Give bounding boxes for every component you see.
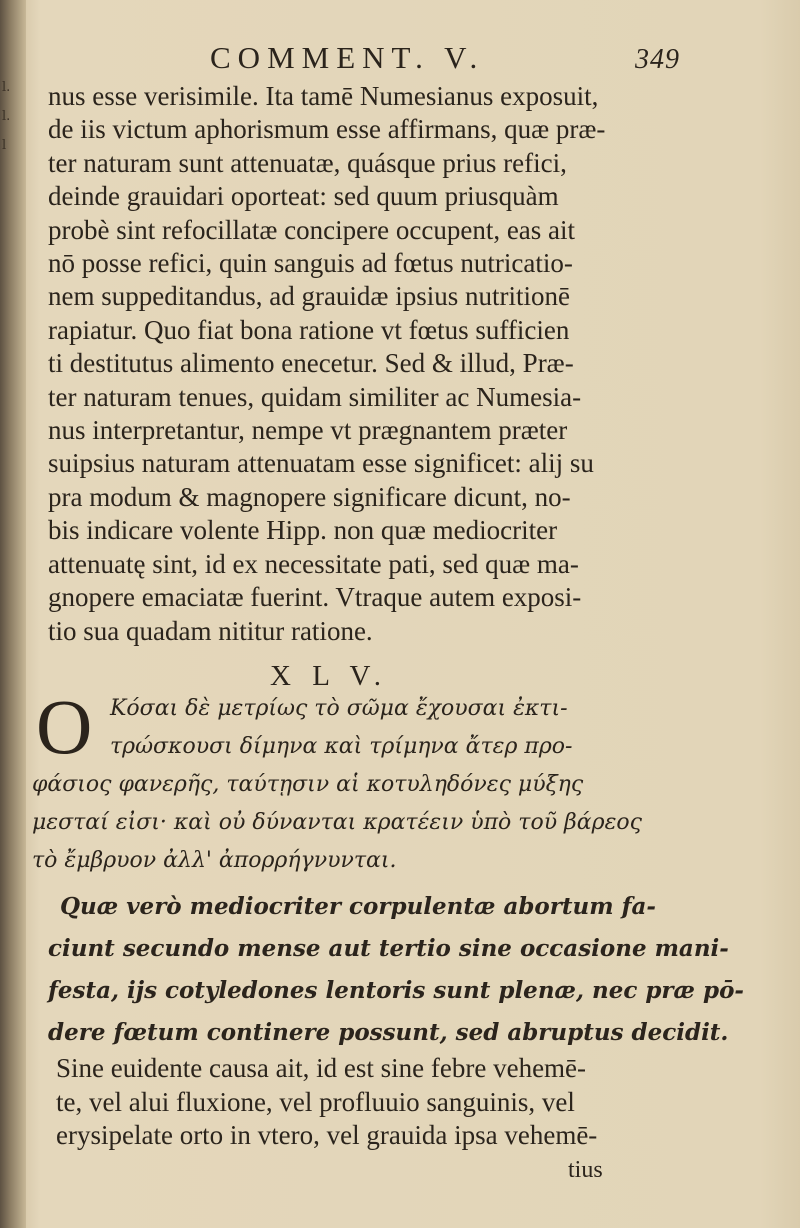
margin-mark: l [2,138,7,153]
latin-line: dere fœtum continere possunt, sed abruptus decidit. [48,1019,729,1046]
text-line: ti destitutus alimento enecetur. Sed & illud, Præ- [48,348,574,379]
latin-line: festa, ijs cotyledones lentoris sunt plenæ, nec præ pō- [48,977,744,1004]
page-number: 349 [635,44,680,75]
text-line: tio sua quadam nititur ratione. [48,615,373,646]
text-line: te, vel alui fluxione, vel profluuio sanguinis, vel [56,1086,575,1117]
aphorism-number: X L V. [270,660,389,692]
text-line: gnopere emaciatæ fuerint. Vtraque autem exposi- [48,582,582,613]
text-line: suipsius naturam attenuatam esse significet: alij su [48,448,594,479]
commentary-continuation [56,1052,626,1153]
text-line: de iis victum aphorismum esse affirmans, quæ præ- [48,114,606,145]
margin-mark: l. [2,109,11,124]
greek-line: Κόσαι δὲ μετρίως τὸ σῶμα ἔχουσαι ἐκτι- [110,696,568,721]
greek-line: φάσιος φανερῆς, ταύτῃσιν αἱ κοτυληδόνες μύξης [32,772,584,797]
text-line: pra modum & magnopere significare dicunt, no- [48,481,571,512]
text-line: Sine euidente causa ait, id est sine febre vehemē- [56,1053,587,1083]
text-line: probè sint refocillatæ concipere occupent, eas ait [48,214,576,245]
greek-aphorism [32,690,642,880]
text-line: erysipelate orto in vtero, vel grauida ipsa vehemē- [56,1120,598,1150]
binding-gutter [0,0,26,1228]
margin-mark: l. [2,80,11,95]
latin-line: Quæ verò mediocriter corpulentæ abortum fa- [60,893,656,920]
running-header [210,40,680,80]
latin-line: ciunt secundo mense aut tertio sine occasione mani- [48,935,729,962]
catchword: tius [568,1157,603,1183]
text-line: attenuatę sint, id ex necessitate pati, sed quæ ma- [48,548,579,579]
greek-line: τὸ ἔμβρυον ἀλλ' ἀπορρήγνυνται. [32,848,397,873]
text-line: ter naturam sunt attenuatæ, quásque prius refici, [48,147,567,178]
text-line: nus esse verisimile. Ita tamē Numesianus exposuit, [48,81,599,111]
margin-marks [2,80,22,167]
text-line: deinde grauidari oporteat: sed quum priusquàm [48,181,559,212]
text-line: bis indicare volente Hipp. non quæ mediocriter [48,515,558,546]
commentary-text [48,80,658,648]
text-line: nus interpretantur, nempe vt prægnantem præter [48,415,568,446]
text-line: nō posse refici, quin sanguis ad fœtus nutricatio- [48,248,573,279]
text-line: rapiatur. Quo fiat bona ratione vt fœtus sufficien [48,314,570,345]
text-line: nem suppeditandus, ad grauidæ ipsius nutritionē [48,281,570,312]
greek-line: τρώσκουσι δίμηνα καὶ τρίμηνα ἄτερ προ- [110,734,573,759]
header-title: COMMENT. V. [210,40,485,75]
greek-line: μεσταί εἰσι· καὶ οὐ δύνανται κρατέειν ὑπὸ τοῦ βάρεος [32,810,642,835]
text-line: ter naturam tenues, quidam similiter ac Numesia- [48,381,582,412]
drop-cap: O [36,683,93,770]
latin-translation [48,886,744,1054]
